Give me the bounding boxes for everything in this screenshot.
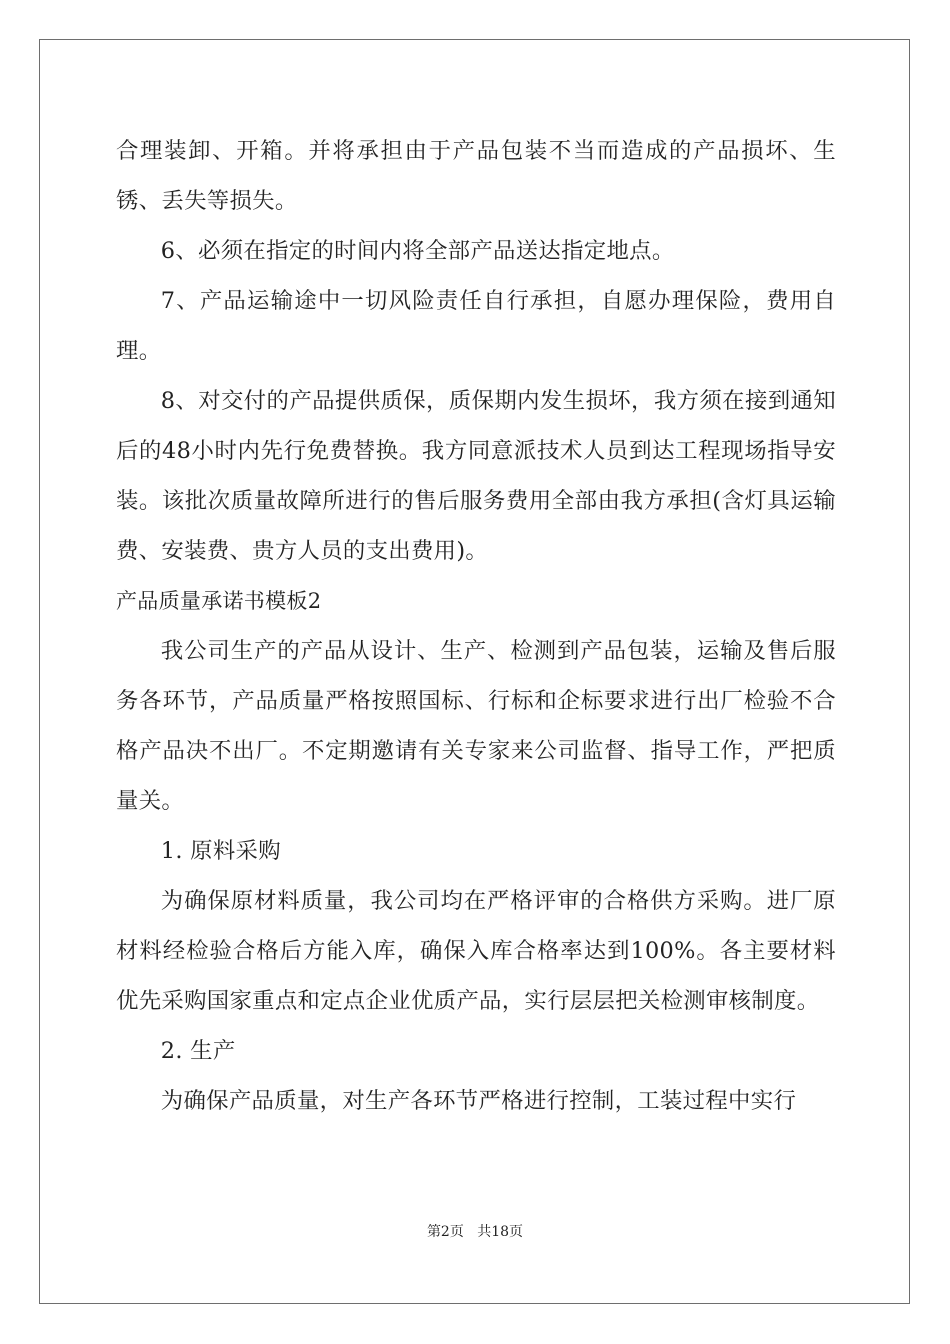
paragraph: 为确保原材料质量，我公司均在严格评审的合格供方采购。进厂原材料经检验合格后方能入库，确保入库合格率达到100%。各主要材料优先采购国家重点和定点企业优质产品，实行层层把关检测审核制度。 [116,888,836,1014]
paragraph: 6、必须在指定的时间内将全部产品送达指定地点。 [160,238,675,264]
subheading-raw-material: 1. 原料采购 [160,838,281,864]
document-body [116,126,836,1126]
subheading-production: 2. 生产 [160,1038,236,1064]
paragraph: 7、产品运输途中一切风险责任自行承担，自愿办理保险，费用自理。 [116,288,836,364]
section-heading: 产品质量承诺书模板2 [116,589,322,613]
paragraph: 8、对交付的产品提供质保，质保期内发生损坏，我方须在接到通知后的48小时内先行免费替换。我方同意派技术人员到达工程现场指导安装。该批次质量故障所进行的售后服务费用全部由我方承担(含灯具运输费、安装费、贵方人员的支出费用)。 [116,388,836,564]
paragraph: 我公司生产的产品从设计、生产、检测到产品包装，运输及售后服务各环节，产品质量严格按照国标、行标和企标要求进行出厂检验不合格产品决不出厂。不定期邀请有关专家来公司监督、指导工作，严把质量关。 [116,638,836,814]
paragraph: 为确保产品质量，对生产各环节严格进行控制，工装过程中实行 [160,1088,797,1114]
paragraph: 合理装卸、开箱。并将承担由于产品包装不当而造成的产品损坏、生锈、丢失等损失。 [116,138,836,214]
page-footer [0,1221,950,1241]
page-total: 共18页 [477,1224,524,1240]
page-number: 第2页 [426,1224,464,1240]
